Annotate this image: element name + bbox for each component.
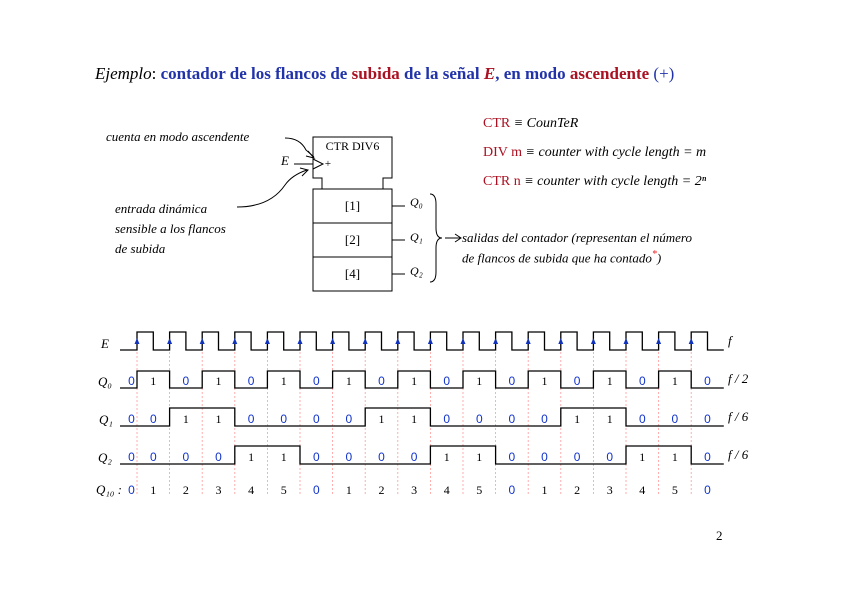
block-cell-1: [1] [344, 198, 361, 213]
block-cell-4: [4] [344, 266, 361, 281]
row-value: 1 [345, 374, 352, 388]
row-value: 0 [312, 374, 320, 388]
definition-text: ≡ counter with cycle length = m [522, 145, 707, 160]
annotation-outputs-text: de flancos de subida que ha contado [462, 250, 652, 266]
row-value: 0 [443, 374, 451, 388]
annotation-asterisk: * [651, 249, 657, 260]
row-value: 1 [671, 374, 678, 388]
definition-text: ≡ counter with cycle length = 2ⁿ [520, 174, 707, 189]
q0-waveform [120, 371, 724, 388]
row-value: 3 [215, 483, 222, 497]
row-value: 1 [476, 374, 483, 388]
rising-edge-marker [428, 338, 433, 344]
row-value: 0 [378, 374, 385, 388]
row-label: Q₀ [98, 374, 112, 389]
row-value: 0 [149, 450, 157, 464]
row-value: 3 [606, 483, 613, 497]
row-value: 1 [541, 483, 548, 497]
row-value: 0 [541, 450, 548, 464]
row-value: 2 [182, 483, 189, 497]
row-value: 0 [378, 450, 385, 464]
row-value: 4 [443, 483, 450, 497]
row-value: 1 [476, 450, 483, 464]
row-value: 0 [345, 412, 353, 426]
row-value: 1 [280, 374, 287, 388]
row-value: 0 [182, 374, 190, 388]
rising-edge-marker [493, 338, 498, 344]
definition-key: CTR [483, 116, 511, 131]
row-value: 1 [443, 450, 450, 464]
row-value: 0 [606, 450, 614, 464]
q2-waveform [120, 446, 724, 464]
row-value: 0 [345, 450, 353, 464]
definition-key: DIV m [483, 145, 523, 160]
rising-edge-marker [624, 338, 629, 344]
row-value: 1 [215, 412, 222, 426]
row-value: 0 [312, 412, 320, 426]
row-value: 3 [411, 483, 418, 497]
row-value: 5 [476, 483, 483, 497]
title-colon: : [151, 64, 157, 83]
row-value: 0 [128, 374, 135, 388]
row-value: 0 [704, 483, 711, 497]
row-value: 0 [573, 450, 581, 464]
row-value: 1 [606, 374, 613, 388]
output-q0: Q₀ [410, 195, 423, 209]
row-value: 5 [280, 483, 287, 497]
row-value: 0 [280, 412, 288, 426]
title-part2: subida [351, 64, 400, 83]
rising-edge-marker [330, 338, 335, 344]
row-value: 1 [215, 374, 222, 388]
row-value: 4 [248, 483, 255, 497]
row-value: 1 [150, 483, 157, 497]
row-label: Q₁ [99, 412, 113, 427]
row-value: 2 [378, 483, 385, 497]
block-plus: + [324, 158, 332, 170]
row-frequency: f [728, 333, 732, 348]
title-part3: de la señal [399, 64, 484, 83]
title-part4: E [483, 64, 496, 83]
row-value: 0 [149, 412, 157, 426]
row-value: 1 [541, 374, 548, 388]
row-frequency: f / 6 [728, 447, 749, 462]
output-q1: Q₁ [410, 230, 423, 244]
row-value: 0 [704, 412, 711, 426]
row-value: 0 [508, 412, 516, 426]
row-label: Q₂ [98, 450, 112, 465]
row-value: 0 [128, 412, 135, 426]
rising-edge-marker [167, 338, 172, 344]
row-value: 2 [574, 483, 581, 497]
annotation-input-line2: sensible a los flancos [115, 221, 226, 236]
rising-edge-marker [298, 338, 303, 344]
annotation-close-paren: ) [656, 250, 662, 266]
row-value: 0 [638, 374, 646, 388]
rising-edge-marker [395, 338, 400, 344]
row-value: 1 [411, 412, 418, 426]
title-part7: (+) [649, 64, 675, 83]
row-value: 0 [312, 483, 320, 497]
row-value: 4 [639, 483, 646, 497]
rising-edge-marker [200, 338, 205, 344]
title-part6: ascendente [569, 64, 650, 83]
clock-waveform [120, 332, 724, 350]
annotation-input-line1: entrada dinámica [115, 201, 208, 216]
row-value: 1 [150, 374, 157, 388]
row-value: 1 [411, 374, 418, 388]
rising-edge-marker [558, 338, 563, 344]
rising-edge-marker [265, 338, 270, 344]
row-value: 0 [247, 374, 255, 388]
rising-edge-marker [461, 338, 466, 344]
row-value: 0 [573, 374, 581, 388]
row-frequency: f / 2 [728, 371, 749, 386]
row-value: 0 [443, 412, 451, 426]
row-value: 0 [541, 412, 548, 426]
row-value: 1 [280, 450, 287, 464]
title-part5: , en modo [495, 64, 570, 83]
rising-edge-marker [232, 338, 237, 344]
rising-edge-marker [363, 338, 368, 344]
annotation-mode: cuenta en modo ascendente [106, 129, 250, 144]
definition-key: CTR n [483, 174, 521, 189]
row-value: 0 [704, 374, 711, 388]
row-label: E [101, 336, 109, 351]
row-value: 1 [574, 412, 581, 426]
row-value: 1 [345, 483, 352, 497]
row-value: 1 [182, 412, 189, 426]
row-value: 0 [312, 450, 320, 464]
annotation-outputs-line1: salidas del contador (representan el número [462, 230, 692, 245]
row-frequency: f / 6 [728, 409, 749, 424]
page-number: 2 [716, 528, 723, 543]
rising-edge-marker [591, 338, 596, 344]
row-value: 0 [410, 450, 418, 464]
row-value: 1 [671, 450, 678, 464]
row-value: 1 [378, 412, 385, 426]
row-value: 0 [508, 374, 516, 388]
row-value: 0 [247, 412, 255, 426]
row-value: 5 [671, 483, 678, 497]
rising-edge-marker [656, 338, 661, 344]
rising-edge-marker [526, 338, 531, 344]
q1-waveform [120, 408, 724, 426]
block-input-label: E [281, 153, 289, 168]
rising-edge-marker [689, 338, 694, 344]
definition-text: ≡ CounTeR [510, 116, 579, 131]
row-value: 0 [182, 450, 190, 464]
row-value: 0 [638, 412, 646, 426]
row-value: 0 [128, 483, 135, 497]
block-header: CTR DIV6 [325, 139, 380, 153]
row-label: Q₁₀ : [96, 482, 123, 497]
row-value: 0 [475, 412, 483, 426]
row-value: 0 [671, 412, 679, 426]
title-prefix: Ejemplo [95, 64, 152, 83]
row-value: 0 [508, 450, 516, 464]
row-value: 0 [508, 483, 516, 497]
rising-edge-marker [135, 338, 140, 344]
row-value: 0 [128, 450, 135, 464]
row-value: 0 [215, 450, 222, 464]
title-part1: contador de los flancos de [156, 64, 352, 83]
row-value: 0 [704, 450, 711, 464]
row-value: 1 [639, 450, 646, 464]
row-value: 1 [248, 450, 255, 464]
annotation-input-line3: de subida [115, 241, 166, 256]
row-value: 1 [606, 412, 613, 426]
block-cell-2: [2] [344, 232, 361, 247]
output-q2: Q₂ [410, 264, 423, 278]
